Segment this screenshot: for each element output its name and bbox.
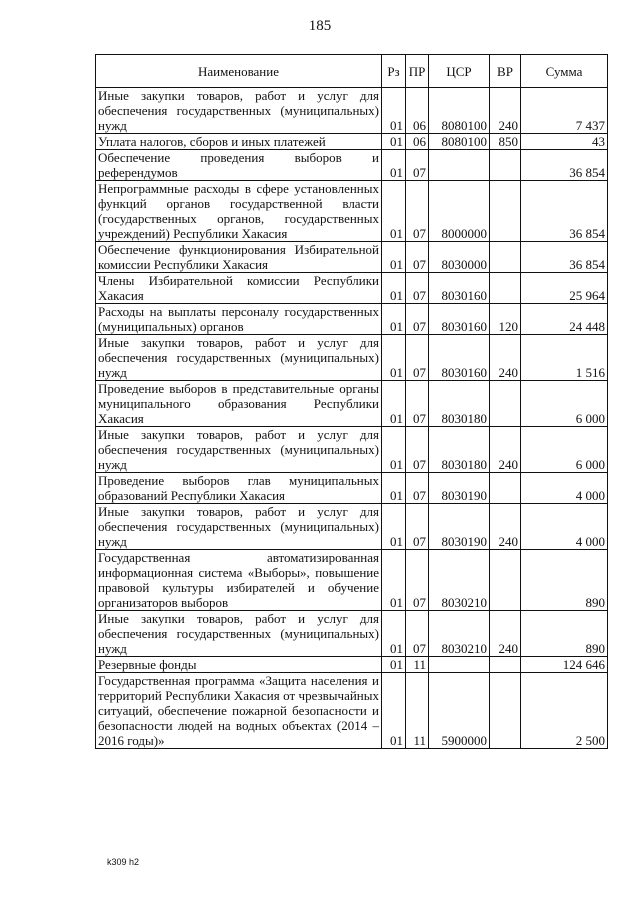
row-name: Государственная автоматизированная информационная система «Выборы», повышение правовой культуры избирателей и обучение организаторов выборов [96, 550, 382, 611]
row-name: Проведение выборов глав муниципальных образований Республики Хакасия [96, 473, 382, 504]
row-name: Члены Избирательной комиссии Республики Хакасия [96, 273, 382, 304]
row-sum: 6 000 [521, 381, 608, 427]
table-row [96, 242, 608, 273]
header-rz: Рз [382, 55, 406, 88]
row-name: Непрограммные расходы в сфере установленных функций органов государственной власти (государственных органов, государственных учреждений) Республики Хакасия [96, 181, 382, 242]
row-rz: 01 [382, 181, 406, 242]
row-vr: 240 [490, 88, 521, 134]
row-name: Обеспечение проведения выборов и референдумов [96, 150, 382, 181]
header-vr: ВР [490, 55, 521, 88]
row-name: Иные закупки товаров, работ и услуг для обеспечения государственных (муниципальных) нужд [96, 504, 382, 550]
row-name: Иные закупки товаров, работ и услуг для обеспечения государственных (муниципальных) нужд [96, 611, 382, 657]
table-row [96, 427, 608, 473]
table-row [96, 273, 608, 304]
row-name: Проведение выборов в представительные органы муниципального образования Республики Хакасия [96, 381, 382, 427]
row-csr: 8030160 [429, 304, 490, 335]
row-rz: 01 [382, 273, 406, 304]
row-name: Резервные фонды [96, 657, 382, 673]
row-pr: 07 [406, 550, 429, 611]
row-name: Иные закупки товаров, работ и услуг для обеспечения государственных (муниципальных) нужд [96, 427, 382, 473]
row-sum: 6 000 [521, 427, 608, 473]
row-rz: 01 [382, 88, 406, 134]
row-vr [490, 381, 521, 427]
row-rz: 01 [382, 381, 406, 427]
row-rz: 01 [382, 673, 406, 749]
row-csr: 8080100 [429, 134, 490, 150]
row-rz: 01 [382, 473, 406, 504]
table-row [96, 88, 608, 134]
row-csr: 8030000 [429, 242, 490, 273]
row-vr: 240 [490, 611, 521, 657]
row-sum: 890 [521, 550, 608, 611]
row-rz: 01 [382, 304, 406, 335]
row-vr [490, 473, 521, 504]
row-vr [490, 273, 521, 304]
row-vr: 850 [490, 134, 521, 150]
row-sum: 36 854 [521, 242, 608, 273]
table-row [96, 304, 608, 335]
row-sum: 36 854 [521, 181, 608, 242]
row-sum: 25 964 [521, 273, 608, 304]
table-row [96, 335, 608, 381]
row-vr [490, 150, 521, 181]
table-row [96, 381, 608, 427]
row-pr: 07 [406, 611, 429, 657]
row-sum: 124 646 [521, 657, 608, 673]
row-name: Расходы на выплаты персоналу государственных (муниципальных) органов [96, 304, 382, 335]
row-vr [490, 242, 521, 273]
row-sum: 890 [521, 611, 608, 657]
table-row [96, 473, 608, 504]
row-vr [490, 657, 521, 673]
row-rz: 01 [382, 504, 406, 550]
row-rz: 01 [382, 242, 406, 273]
row-vr [490, 673, 521, 749]
table-row [96, 550, 608, 611]
row-name: Иные закупки товаров, работ и услуг для обеспечения государственных (муниципальных) нужд [96, 335, 382, 381]
row-pr: 07 [406, 242, 429, 273]
row-sum: 7 437 [521, 88, 608, 134]
row-sum: 36 854 [521, 150, 608, 181]
row-sum: 43 [521, 134, 608, 150]
table-row [96, 611, 608, 657]
table-row [96, 657, 608, 673]
row-csr [429, 657, 490, 673]
row-pr: 06 [406, 134, 429, 150]
budget-table [95, 54, 608, 749]
row-rz: 01 [382, 550, 406, 611]
table-header-row [96, 55, 608, 88]
row-sum: 4 000 [521, 504, 608, 550]
table-row [96, 181, 608, 242]
row-pr: 07 [406, 181, 429, 242]
row-sum: 24 448 [521, 304, 608, 335]
page-number: 185 [308, 18, 332, 34]
row-rz: 01 [382, 150, 406, 181]
row-name: Обеспечение функционирования Избирательной комиссии Республики Хакасия [96, 242, 382, 273]
row-sum: 4 000 [521, 473, 608, 504]
row-csr: 8030210 [429, 550, 490, 611]
header-sum: Сумма [521, 55, 608, 88]
row-pr: 07 [406, 273, 429, 304]
header-name: Наименование [96, 55, 382, 88]
footer-code: k309 h2 [107, 857, 140, 867]
row-vr: 240 [490, 427, 521, 473]
table-row [96, 134, 608, 150]
row-pr: 07 [406, 304, 429, 335]
row-pr: 11 [406, 657, 429, 673]
row-name: Уплата налогов, сборов и иных платежей [96, 134, 382, 150]
row-csr: 8030160 [429, 273, 490, 304]
header-csr: ЦСР [429, 55, 490, 88]
row-csr: 8030190 [429, 473, 490, 504]
row-vr: 240 [490, 335, 521, 381]
row-sum: 1 516 [521, 335, 608, 381]
row-rz: 01 [382, 611, 406, 657]
row-pr: 07 [406, 473, 429, 504]
row-rz: 01 [382, 657, 406, 673]
row-vr: 240 [490, 504, 521, 550]
row-pr: 07 [406, 335, 429, 381]
row-pr: 11 [406, 673, 429, 749]
row-name: Государственная программа «Защита населения и территорий Республики Хакасия от чрезвычайных ситуаций, обеспечение пожарной безопасности и безопасности людей на водных объектах (2014 – 2016 годы)» [96, 673, 382, 749]
header-pr: ПР [406, 55, 429, 88]
row-vr [490, 550, 521, 611]
row-vr [490, 181, 521, 242]
row-pr: 07 [406, 427, 429, 473]
row-pr: 07 [406, 150, 429, 181]
row-pr: 07 [406, 504, 429, 550]
row-csr: 8030180 [429, 381, 490, 427]
row-csr: 8000000 [429, 181, 490, 242]
row-pr: 07 [406, 381, 429, 427]
row-csr: 8080100 [429, 88, 490, 134]
row-vr: 120 [490, 304, 521, 335]
row-csr: 8030190 [429, 504, 490, 550]
row-csr: 8030160 [429, 335, 490, 381]
row-rz: 01 [382, 134, 406, 150]
row-csr: 8030210 [429, 611, 490, 657]
row-name: Иные закупки товаров, работ и услуг для обеспечения государственных (муниципальных) нужд [96, 88, 382, 134]
row-rz: 01 [382, 335, 406, 381]
row-csr: 8030180 [429, 427, 490, 473]
row-csr [429, 150, 490, 181]
row-pr: 06 [406, 88, 429, 134]
row-rz: 01 [382, 427, 406, 473]
table-row [96, 504, 608, 550]
row-sum: 2 500 [521, 673, 608, 749]
table-row [96, 150, 608, 181]
row-csr: 5900000 [429, 673, 490, 749]
table-row [96, 673, 608, 749]
